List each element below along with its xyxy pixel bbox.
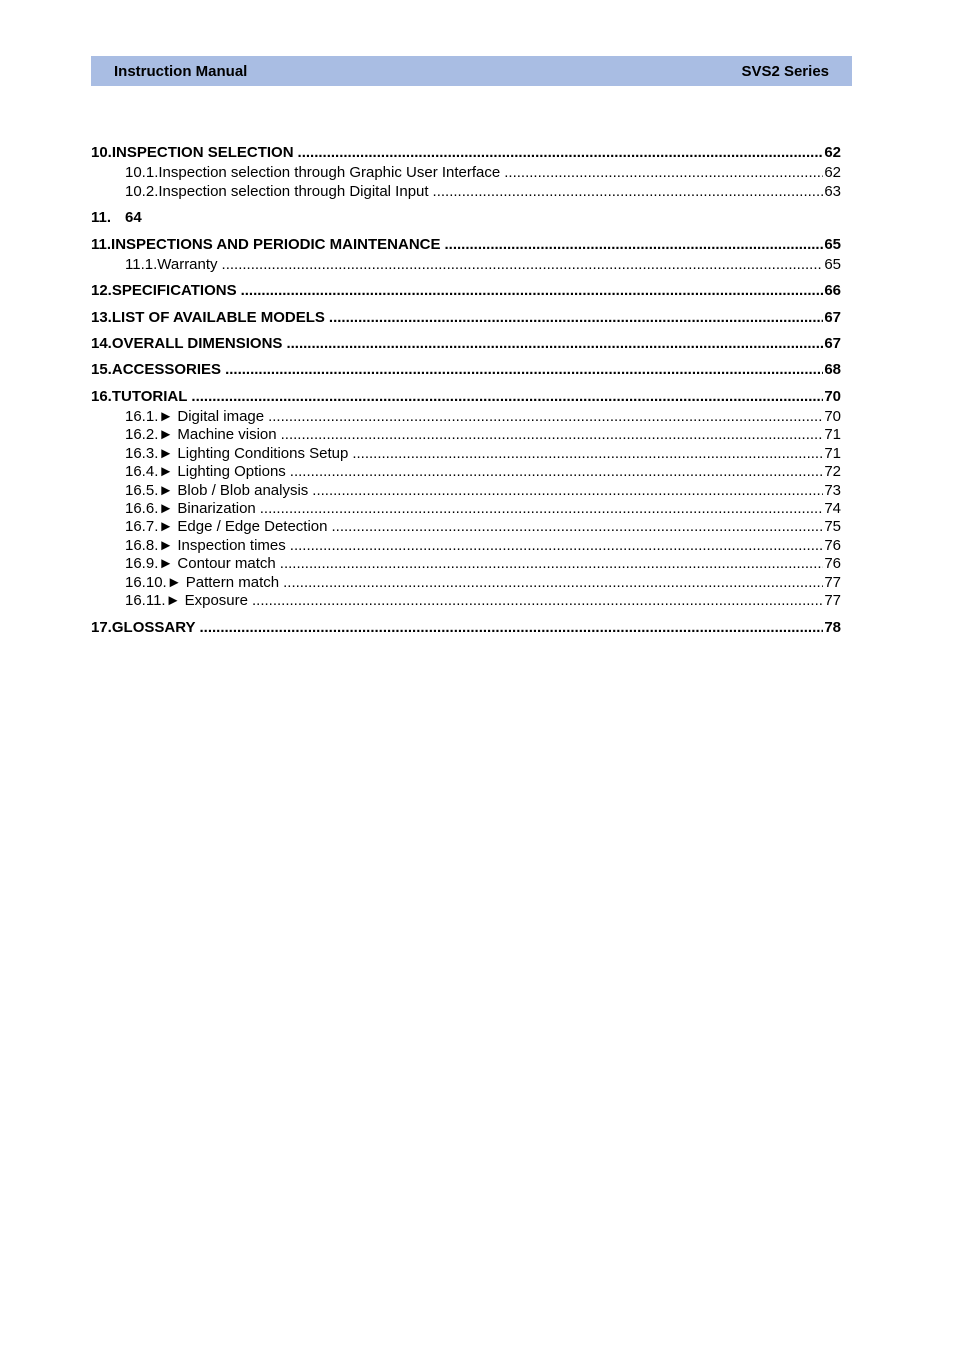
toc-entry[interactable] (91, 236, 841, 254)
toc-entry-title: ► Inspection times (158, 537, 286, 554)
toc-entry-page: 71 (824, 445, 841, 462)
toc-entry-title: ► Contour match (158, 555, 276, 572)
toc-entry-title: ► Edge / Edge Detection (158, 518, 328, 535)
toc-entry-number: 16.1. (125, 408, 159, 425)
toc-entry[interactable] (91, 309, 841, 327)
toc-entry[interactable] (91, 463, 841, 481)
toc-entry-page: 66 (824, 282, 841, 299)
toc-entry[interactable] (91, 592, 841, 610)
toc-entry-title: TUTORIAL (111, 388, 188, 405)
toc-entry-page: 71 (824, 426, 841, 443)
toc-entry-number: 16.10. (125, 574, 167, 591)
header-series: SVS2 Series (741, 62, 829, 80)
toc-entry-page: 67 (824, 335, 841, 352)
toc-entry-page: 77 (824, 592, 841, 609)
toc-entry-title: ► Pattern match (166, 574, 280, 591)
toc-entry[interactable] (91, 361, 841, 379)
toc-entry-page: 70 (824, 388, 841, 405)
toc-entry[interactable] (91, 445, 841, 463)
toc-entry-number: 11. (91, 236, 112, 253)
header-title: Instruction Manual (114, 62, 248, 80)
toc-entry[interactable] (91, 426, 841, 444)
toc-entry-page: 62 (824, 144, 841, 161)
toc-entry-number: 12. (91, 282, 112, 299)
toc-entry[interactable] (91, 574, 841, 592)
toc-entry[interactable] (91, 388, 841, 406)
toc-entry-page: 67 (824, 309, 841, 326)
toc-entry-title: SPECIFICATIONS (111, 282, 237, 299)
toc-entry[interactable] (91, 555, 841, 573)
toc-entry-title: ► Digital image (158, 408, 265, 425)
toc-entry-number: 16.6. (125, 500, 159, 517)
toc-entry-number: 16.8. (125, 537, 159, 554)
toc-entry-page: 63 (824, 183, 841, 200)
toc-entry[interactable] (91, 408, 841, 426)
toc-entry-page: 72 (824, 463, 841, 480)
toc-entry[interactable] (91, 256, 841, 274)
toc-entry-title: 64 (125, 209, 142, 226)
toc-entry-number: 15. (91, 361, 112, 378)
toc-leader-dots (352, 445, 823, 463)
toc-leader-dots (222, 256, 824, 274)
toc-leader-dots (280, 555, 824, 573)
toc-entry-number: 17. (91, 619, 112, 636)
toc-leader-dots (504, 164, 823, 182)
toc-entry-page: 74 (824, 500, 841, 517)
toc-entry-number: 16.11. (125, 592, 166, 609)
toc-entry[interactable] (91, 209, 841, 227)
toc-entry-title: Warranty (157, 256, 218, 273)
toc-entry-page: 70 (824, 408, 841, 425)
toc-entry[interactable] (91, 183, 841, 201)
toc-leader-dots (332, 518, 824, 536)
toc-leader-dots (191, 388, 823, 406)
toc-entry-page: 62 (824, 164, 841, 181)
toc-entry[interactable] (91, 144, 841, 162)
toc-leader-dots (329, 309, 823, 327)
toc-entry-number: 16. (91, 388, 112, 405)
toc-entry-title: INSPECTIONS AND PERIODIC MAINTENANCE (111, 236, 441, 253)
toc-leader-dots (290, 463, 824, 481)
toc-entry-number: 16.3. (125, 445, 159, 462)
toc-entry-number: 16.2. (125, 426, 159, 443)
toc-entry[interactable] (91, 500, 841, 518)
toc-entry-title: ► Lighting Options (158, 463, 286, 480)
toc-entry-page: 76 (824, 555, 841, 572)
toc-leader-dots (199, 619, 823, 637)
toc-leader-dots (225, 361, 823, 379)
toc-entry-title: LIST OF AVAILABLE MODELS (111, 309, 325, 326)
toc-entry[interactable] (91, 518, 841, 536)
toc-entry[interactable] (91, 619, 841, 637)
toc-entry-title: ► Binarization (158, 500, 256, 517)
page-header (91, 56, 852, 86)
toc-leader-dots (241, 282, 824, 300)
toc-entry[interactable] (91, 537, 841, 555)
toc-entry-number: 11.1. (125, 256, 158, 273)
toc-leader-dots (260, 500, 824, 518)
toc-entry-page: 75 (824, 518, 841, 535)
toc-entry-page: 77 (824, 574, 841, 591)
toc-leader-dots (252, 592, 823, 610)
toc-entry-page: 65 (824, 236, 841, 253)
toc-entry-number: 14. (91, 335, 112, 352)
toc-entry-number: 16.9. (125, 555, 159, 572)
toc-entry-number: 13. (91, 309, 112, 326)
toc-entry-title: ACCESSORIES (111, 361, 222, 378)
toc-entry-title: Inspection selection through Digital Input (158, 183, 429, 200)
toc-entry-number: 10.1. (125, 164, 159, 181)
toc-leader-dots (281, 426, 824, 444)
toc-entry[interactable] (91, 482, 841, 500)
toc-leader-dots (290, 537, 824, 555)
toc-entry-page: 76 (824, 537, 841, 554)
toc-entry-page: 78 (824, 619, 841, 636)
toc-entry-title: ► Exposure (165, 592, 248, 609)
toc-entry-number: 16.4. (125, 463, 159, 480)
toc-entry-page: 68 (824, 361, 841, 378)
toc-entry-number: 16.5. (125, 482, 159, 499)
toc-entry-page: 73 (824, 482, 841, 499)
toc-entry-title: ► Machine vision (158, 426, 277, 443)
toc-entry-page: 65 (824, 256, 841, 273)
toc-entry[interactable] (91, 335, 841, 353)
toc-entry-number: 16.7. (125, 518, 159, 535)
toc-leader-dots (312, 482, 823, 500)
toc-entry-title: GLOSSARY (111, 619, 196, 636)
toc-entry-title: ► Lighting Conditions Setup (158, 445, 349, 462)
toc-entry-number: 11. (91, 209, 112, 226)
toc-entry[interactable] (91, 282, 841, 300)
toc-leader-dots (298, 144, 824, 162)
toc-entry-number: 10.2. (125, 183, 159, 200)
toc-leader-dots (433, 183, 824, 201)
toc-leader-dots (283, 574, 823, 592)
toc-leader-dots (268, 408, 823, 426)
toc-entry-title: ► Blob / Blob analysis (158, 482, 309, 499)
toc-entry[interactable] (91, 164, 841, 182)
toc-entry-number: 10. (91, 144, 112, 161)
toc-leader-dots (286, 335, 823, 353)
toc-entry-title: OVERALL DIMENSIONS (111, 335, 283, 352)
toc-entry-title: Inspection selection through Graphic User Interface (158, 164, 501, 181)
toc-leader-dots (445, 236, 824, 254)
toc-entry-title: INSPECTION SELECTION (111, 144, 294, 161)
